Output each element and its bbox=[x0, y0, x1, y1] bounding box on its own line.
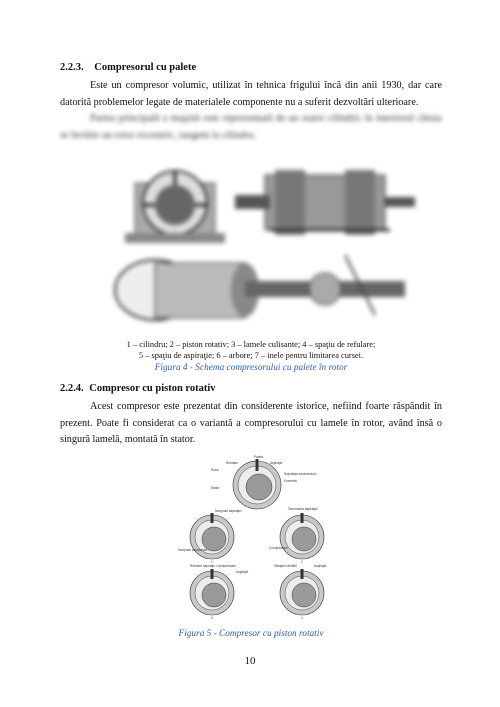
label-aspiratie: Aspiraţie bbox=[270, 461, 283, 465]
figure-5-illustration bbox=[170, 455, 345, 625]
label-inceputul-aspiratiei: Începutul aspiraţiei bbox=[215, 509, 242, 513]
page-number: 10 bbox=[244, 655, 256, 667]
figure-4-illustration bbox=[95, 155, 425, 330]
label-paleta: Paleta bbox=[254, 455, 264, 459]
legend-line-1: 1 – cilindru; 2 – piston rotativ; 3 – lamele culisante; 4 – spaţiu de refulare; bbox=[126, 340, 376, 349]
section-title: Compresorul cu palete bbox=[94, 62, 197, 73]
label-suprafata: Suprafaţa excentricului bbox=[284, 472, 317, 476]
label-stator: Stator bbox=[211, 486, 220, 490]
figure-4-caption: Figura 4 - Schema compresorului cu palete în rotor bbox=[154, 363, 348, 373]
label-refulare-compresie: Refulare aspiraţie / compresiune bbox=[190, 564, 236, 568]
section-heading-2-2-4 bbox=[60, 383, 216, 394]
label-inceputul-compresiei: Începutul compresiei bbox=[178, 548, 208, 552]
exploded-rotor-drawing bbox=[115, 255, 405, 320]
section-number: 2.2.4. bbox=[60, 383, 84, 394]
label-aspiratie-3: Aspiraţie bbox=[236, 570, 249, 574]
vane-compressor-side-drawing bbox=[235, 170, 415, 235]
label-aspiratie-4: Aspiraţie bbox=[314, 564, 327, 568]
paragraph-1: Este un compresor volumic, utilizat în tehnica frigului încă din anii 1930, dar care datorită problemelor legate de materialele componente nu a suferit dezvoltări ulterioare. bbox=[60, 80, 442, 108]
figure-5-caption: Figura 5 - Compresor cu piston rotativ bbox=[178, 629, 324, 639]
stage-1-diagram bbox=[190, 513, 234, 559]
section-number: 2.2.3. bbox=[60, 62, 84, 73]
section-heading-2-2-3 bbox=[60, 62, 196, 73]
label-terminarea: Terminarea aspiraţiei bbox=[288, 507, 318, 511]
vane-compressor-section-drawing bbox=[125, 171, 225, 243]
label-n1: 1 bbox=[211, 560, 213, 564]
stage-3-diagram bbox=[190, 569, 234, 615]
rotary-piston-main-diagram bbox=[233, 459, 281, 509]
figure-4-legend bbox=[60, 339, 442, 361]
label-n3: 3 bbox=[211, 616, 213, 620]
label-n4: 4 bbox=[301, 616, 303, 620]
stage-2-diagram bbox=[280, 513, 324, 559]
paragraph-2-blurred: Partea principală a maşinii este reprezentată de un stator cilindric în interiorul căruia se învârte un rotor excentric, tangent la cilindru. bbox=[60, 113, 442, 141]
stage-4-diagram bbox=[280, 569, 324, 615]
label-rotor: Rotor bbox=[211, 468, 219, 472]
legend-line-2: 5 – spaţiu de aspiraţie; 6 – arbore; 7 – inele pentru limitarea cursei. bbox=[138, 351, 364, 360]
label-excentric: Excentric bbox=[284, 479, 298, 483]
label-n2: 2 bbox=[301, 560, 303, 564]
section-title: Compresor cu piston rotativ bbox=[89, 383, 216, 394]
label-sfarsitul: Sfârşitul refulării bbox=[274, 564, 297, 568]
label-refulare: Refulare bbox=[226, 461, 239, 465]
paragraph-3: Acest compresor este prezentat din considerente istorice, nefiind foarte răspândit în prezent. Poate fi considerat ca o variantă a compresorului cu lamele în rotor, având însă o singură lamelă, montată în stator. bbox=[60, 401, 442, 445]
label-compresie: Compresiune bbox=[269, 546, 288, 550]
